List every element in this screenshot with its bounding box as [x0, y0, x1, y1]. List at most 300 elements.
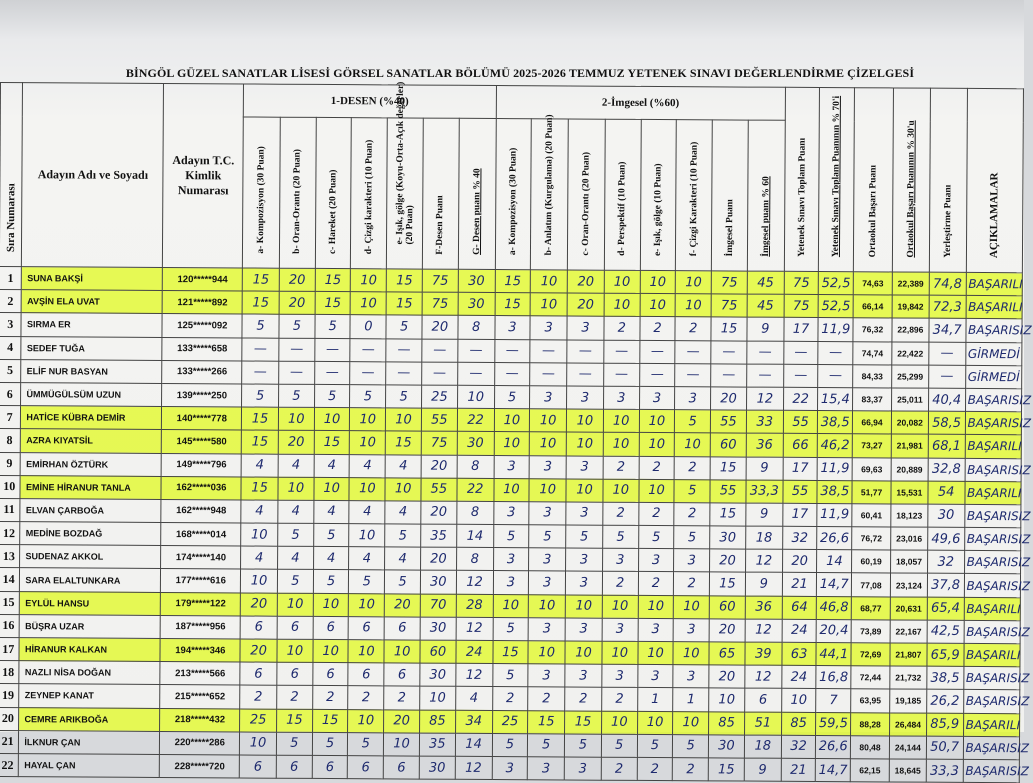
score-cell: 6	[240, 616, 277, 639]
score-cell: —	[279, 361, 315, 384]
score-cell: 2	[528, 687, 565, 710]
score-cell: 15	[314, 431, 350, 454]
row-number: 15	[0, 591, 20, 614]
score-cell: 3	[602, 618, 638, 641]
placement-score: 26,2	[926, 690, 963, 713]
score-cell: —	[422, 362, 458, 385]
result-note: BAŞARILI	[965, 481, 1022, 505]
candidate-name: ZEYNEP KANAT	[19, 684, 160, 708]
score-cell: 4	[455, 687, 492, 710]
candidate-name: NAZLI NİSA DOĞAN	[19, 661, 160, 685]
score-cell: —	[711, 364, 747, 387]
candidate-name: SUNA BAKŞİ	[22, 267, 163, 291]
candidate-name: ELİF NUR BASYAN	[21, 359, 162, 383]
score-cell: 51	[744, 712, 781, 735]
school-score-30: 22,167	[890, 620, 927, 643]
score-cell: 10	[494, 409, 530, 432]
score-cell: 8	[458, 316, 495, 339]
score-cell: 10	[349, 593, 385, 616]
header-summary-5: AÇIKLAMALAR	[966, 88, 1024, 272]
score-cell: 6	[383, 756, 419, 779]
result-note: BAŞARILI	[966, 296, 1023, 320]
placement-score: 50,7	[926, 736, 963, 759]
row-number: 12	[0, 522, 20, 545]
school-score-30: 18,123	[891, 504, 928, 527]
score-cell: 30	[457, 432, 494, 455]
score-cell: 10	[673, 711, 709, 734]
score-cell: 2	[673, 758, 709, 781]
placement-score: 65,4	[927, 597, 964, 620]
score-cell: 5	[385, 570, 421, 593]
score-cell: 20	[710, 549, 746, 572]
candidate-name: BÜŞRA UZAR	[20, 614, 161, 638]
score-cell: 20	[567, 270, 604, 293]
score-cell: 12	[745, 665, 782, 688]
candidate-name: ÜMMÜGÜLSÜM UZUN	[21, 383, 162, 407]
result-note: GİRMEDİ	[965, 365, 1022, 389]
score-cell: 22	[457, 408, 494, 431]
school-score-30: 22,896	[892, 318, 929, 341]
candidate-tc: 220*****286	[160, 731, 240, 755]
score-cell: 3	[564, 757, 601, 780]
score-cell: 2	[277, 686, 313, 709]
result-note: BAŞARISIZ	[964, 574, 1021, 598]
score-cell: 3	[565, 571, 602, 594]
placement-score: 49,6	[927, 527, 964, 550]
candidate-name: ELVAN ÇARBOĞA	[20, 499, 161, 523]
result-note: BAŞARISIZ	[964, 504, 1021, 528]
score-cell: 10	[781, 689, 816, 712]
score-cell: 5	[315, 315, 351, 338]
score-cell: 2	[602, 688, 638, 711]
score-cell: 22	[457, 478, 494, 501]
score-cell: 70	[420, 594, 456, 617]
score-cell: —	[567, 363, 604, 386]
score-cell: 15	[277, 709, 313, 732]
candidate-name: SEDEF TUĞA	[21, 336, 162, 360]
score-cell: 10	[241, 569, 278, 592]
score-cell: 55	[783, 480, 818, 503]
header-sira: Sıra Numarası	[0, 83, 23, 267]
score-cell: —	[494, 362, 530, 385]
candidate-tc: 168*****014	[161, 523, 241, 547]
score-cell: —	[747, 341, 784, 364]
score-cell: 3	[565, 618, 602, 641]
score-cell: 25	[240, 709, 277, 732]
score-cell: 4	[350, 454, 386, 477]
score-cell: 15	[242, 268, 279, 291]
header-desen-group: 1-DESEN (%40)	[243, 84, 496, 119]
score-cell: 6	[745, 688, 782, 711]
score-cell: —	[639, 340, 675, 363]
score-cell: 4	[314, 500, 350, 523]
score-cell: 1	[673, 688, 709, 711]
school-score-30: 25,299	[892, 365, 929, 388]
candidate-tc: 139*****250	[162, 383, 242, 407]
score-cell: 6	[277, 616, 313, 639]
score-cell: 15	[493, 641, 529, 664]
score-cell: 2	[384, 686, 420, 709]
score-cell: 20	[240, 593, 277, 616]
score-cell: 10	[349, 477, 385, 500]
score-cell: 3	[529, 571, 566, 594]
score-cell: 30	[420, 617, 456, 640]
placement-score: 30	[928, 504, 965, 527]
score-cell: 15	[386, 269, 422, 292]
score-cell: 3	[566, 548, 603, 571]
score-cell: 4	[241, 500, 278, 523]
score-cell: 3	[566, 502, 603, 525]
candidate-tc: 228*****720	[160, 754, 240, 778]
score-cell: 10	[566, 479, 603, 502]
score-cell: 10	[566, 409, 603, 432]
score-cell: 5	[674, 526, 710, 549]
placement-score: 58,5	[928, 411, 965, 434]
score-cell: 15	[710, 503, 746, 526]
score-cell: 2	[602, 572, 638, 595]
score-cell: 10	[530, 409, 567, 432]
candidate-tc: 162*****036	[161, 476, 241, 500]
header-desen-col: e- Işık, gölge (Koyu-Orta-Açık değerler) (20 Puan)	[387, 118, 424, 269]
score-cell: 85	[781, 712, 816, 735]
score-cell: 12	[745, 549, 782, 572]
score-cell: —	[279, 338, 315, 361]
score-cell: 6	[276, 755, 312, 778]
score-cell: 3	[528, 757, 565, 780]
score-cell: 10	[241, 523, 278, 546]
score-cell: 3	[673, 665, 709, 688]
score-cell: —	[386, 362, 422, 385]
score-cell: 10	[673, 642, 709, 665]
score-cell: 55	[421, 408, 457, 431]
result-note: BAŞARISIZ	[965, 458, 1022, 482]
score-cell: 2	[240, 685, 277, 708]
row-number: 4	[0, 336, 21, 359]
score-cell: 10	[348, 709, 384, 732]
score-cell: 21	[781, 758, 816, 781]
score-cell: 3	[529, 455, 566, 478]
score-cell: 10	[384, 640, 420, 663]
score-cell: 6	[313, 663, 349, 686]
score-cell: 10	[638, 641, 674, 664]
row-number: 17	[0, 637, 20, 660]
score-cell: 10	[493, 594, 529, 617]
score-cell: 36	[745, 596, 782, 619]
score-cell: 5	[314, 384, 350, 407]
score-cell: 8	[457, 501, 494, 524]
score-cell: 4	[277, 546, 313, 569]
score-cell: 20	[420, 547, 456, 570]
candidate-tc: 174*****140	[161, 546, 241, 570]
score-cell: 7	[816, 689, 851, 712]
score-cell: 3	[565, 664, 602, 687]
score-cell: 6	[384, 617, 420, 640]
score-cell: 15	[385, 431, 421, 454]
school-score-30: 23,124	[890, 573, 927, 596]
score-cell: 24	[782, 665, 817, 688]
score-cell: 15	[241, 430, 278, 453]
score-cell: 3	[530, 386, 567, 409]
candidate-name: CEMRE ARIKBOĞA	[19, 707, 160, 731]
score-cell: 10	[494, 478, 530, 501]
score-cell: 5	[528, 733, 565, 756]
candidate-name: AZRA KIYATSİL	[21, 429, 162, 453]
score-cell: 15	[528, 710, 565, 733]
placement-score: —	[929, 342, 966, 365]
row-number: 7	[0, 406, 21, 429]
score-cell: 75	[422, 292, 458, 315]
score-cell: 5	[601, 734, 637, 757]
score-cell: 15	[242, 407, 279, 430]
score-cell: 10	[640, 270, 676, 293]
school-score: 74,63	[853, 272, 892, 295]
school-score: 83,37	[853, 388, 892, 411]
score-cell: 75	[784, 294, 819, 317]
score-cell: 12	[745, 619, 782, 642]
score-cell: 3	[493, 571, 529, 594]
placement-score: 33,3	[926, 759, 963, 782]
score-cell: 65	[709, 642, 745, 665]
placement-score: —	[928, 365, 965, 388]
candidate-tc: 121*****892	[163, 291, 243, 315]
score-cell: 75	[422, 269, 458, 292]
candidate-name: SIRMA ER	[21, 313, 162, 337]
score-cell: —	[457, 362, 494, 385]
result-note: BAŞARISIZ	[963, 759, 1020, 783]
score-cell: 4	[385, 454, 421, 477]
score-cell: 10	[602, 595, 638, 618]
score-cell: 5	[675, 410, 711, 433]
score-cell: 2	[603, 456, 639, 479]
score-cell: —	[604, 363, 640, 386]
score-cell: 10	[314, 408, 350, 431]
score-cell: 20	[782, 550, 817, 573]
score-cell: 10	[313, 639, 349, 662]
score-cell: 6	[348, 663, 384, 686]
score-cell: 4	[278, 454, 314, 477]
result-note: BAŞARISIZ	[963, 690, 1020, 714]
score-cell: 3	[639, 386, 675, 409]
score-cell: 20	[709, 665, 745, 688]
score-cell: 4	[385, 501, 421, 524]
score-cell: 20	[421, 501, 457, 524]
score-cell: 5	[242, 314, 279, 337]
score-cell: 6	[349, 616, 385, 639]
score-cell: 20	[384, 593, 420, 616]
school-score-30: 19,842	[892, 295, 929, 318]
score-cell: 3	[675, 387, 711, 410]
score-cell: 3	[528, 618, 565, 641]
row-number: 5	[0, 359, 21, 382]
row-number: 10	[0, 475, 21, 498]
score-cell: 38,5	[817, 480, 852, 503]
score-cell: 35	[419, 733, 455, 756]
score-cell: 6	[312, 755, 348, 778]
score-cell: 10	[385, 478, 421, 501]
school-score-30: 26,484	[890, 713, 927, 736]
score-cell: 11,9	[817, 503, 852, 526]
candidate-name: EMİRHAN ÖZTÜRK	[21, 452, 162, 476]
score-cell: 5	[279, 315, 315, 338]
placement-score: 32,8	[928, 458, 965, 481]
score-cell: —	[458, 339, 495, 362]
school-score: 51,77	[852, 480, 891, 503]
score-cell: 5	[313, 523, 349, 546]
score-cell: 14	[456, 524, 493, 547]
score-cell: 21	[782, 573, 817, 596]
candidate-tc: 162*****948	[161, 499, 241, 523]
header-tc: Adayın T.C. Kimlik Numarası	[163, 84, 244, 268]
header-imgesel-col: f- Çizgi Karakteri (10 Puan)	[676, 120, 713, 271]
score-cell: 30	[458, 269, 495, 292]
score-cell: 10	[601, 711, 637, 734]
page-title: BİNGÖL GÜZEL SANATLAR LİSESİ GÖRSEL SANATLAR BÖLÜMÜ 2025-2026 TEMMUZ YETENEK SINAVI DEĞERLENDİRME ÇİZELGESİ	[125, 66, 915, 80]
score-cell: 9	[747, 317, 784, 340]
score-cell: 12	[455, 756, 492, 779]
score-cell: 30	[420, 663, 456, 686]
score-cell: 55	[783, 410, 818, 433]
score-cell: 9	[746, 457, 783, 480]
score-cell: 2	[565, 687, 602, 710]
score-cell: 17	[784, 318, 819, 341]
score-cell: 10	[350, 408, 386, 431]
result-note: BAŞARILI	[964, 643, 1021, 667]
score-cell: 10	[529, 594, 566, 617]
score-cell: —	[350, 361, 386, 384]
score-cell: 59,5	[816, 712, 851, 735]
score-cell: 9	[744, 758, 781, 781]
score-cell: 6	[384, 663, 420, 686]
score-cell: 10	[278, 477, 314, 500]
score-cell: 24	[782, 619, 817, 642]
score-cell: 10	[314, 477, 350, 500]
placement-score: 38,5	[927, 666, 964, 689]
row-number: 1	[0, 266, 22, 289]
score-cell: 2	[603, 502, 639, 525]
row-number: 2	[0, 290, 22, 313]
score-cell: 14,7	[817, 573, 852, 596]
score-cell: 10	[350, 431, 386, 454]
score-cell: 17	[783, 457, 818, 480]
score-cell: 10	[603, 433, 639, 456]
school-score: 76,72	[852, 527, 891, 550]
school-score: 76,32	[853, 318, 892, 341]
score-cell: 3	[529, 502, 566, 525]
score-cell: 3	[638, 618, 674, 641]
score-cell: 18	[746, 526, 783, 549]
score-cell: 10	[565, 641, 602, 664]
score-cell: 2	[674, 572, 710, 595]
score-cell: 39	[745, 642, 782, 665]
result-note: BAŞARILI	[966, 272, 1023, 296]
school-score-30: 23,016	[891, 527, 928, 550]
score-cell: 18	[744, 735, 781, 758]
score-cell: 3	[493, 548, 529, 571]
score-cell: 4	[349, 501, 385, 524]
score-cell: —	[604, 340, 640, 363]
score-cell: 10	[530, 293, 567, 316]
score-cell: 5	[492, 664, 528, 687]
candidate-name: SARA ELALTUNKARA	[20, 568, 161, 592]
score-cell: 12	[746, 387, 783, 410]
candidate-tc: 133*****658	[162, 337, 242, 361]
score-cell: 2	[674, 503, 710, 526]
school-score-30: 21,732	[890, 666, 927, 689]
header-summary-2: Ortaokul Başarı Puanı	[854, 88, 894, 272]
score-cell: 25	[492, 710, 528, 733]
score-cell: 85	[420, 710, 456, 733]
result-note: BAŞARISIZ	[965, 319, 1022, 343]
score-cell: 10	[637, 711, 673, 734]
score-cell: 5	[312, 732, 348, 755]
result-note: BAŞARILI	[965, 435, 1022, 459]
score-cell: 15	[495, 270, 531, 293]
result-note: BAŞARISIZ	[963, 667, 1020, 691]
header-imgesel-col: c- Oran-Orantı (20 Puan)	[567, 119, 605, 270]
score-cell: 3	[494, 455, 530, 478]
row-number: 22	[0, 753, 19, 776]
score-cell: 10	[384, 733, 420, 756]
school-score-30: 20,082	[891, 411, 928, 434]
score-cell: 5	[564, 734, 601, 757]
score-cell: 10	[457, 385, 494, 408]
candidate-tc: 194*****346	[160, 638, 240, 662]
school-score: 60,41	[852, 504, 891, 527]
score-cell: 2	[639, 456, 675, 479]
score-cell: 5	[493, 525, 529, 548]
score-cell: 3	[673, 618, 709, 641]
school-score-30: 24,144	[889, 736, 926, 759]
score-cell: 4	[314, 454, 350, 477]
score-cell: 3	[638, 549, 674, 572]
result-note: BAŞARISIZ	[965, 388, 1022, 412]
score-cell: 5	[529, 525, 566, 548]
score-cell: 15,4	[818, 387, 853, 410]
score-cell: 36	[746, 433, 783, 456]
result-note: BAŞARISIZ	[963, 736, 1020, 760]
row-number: 20	[0, 707, 19, 730]
score-cell: 5	[493, 617, 529, 640]
score-cell: —	[242, 338, 279, 361]
candidate-name: HİRANUR KALKAN	[19, 638, 160, 662]
score-cell: —	[350, 338, 386, 361]
score-cell: —	[242, 361, 279, 384]
score-cell: 30	[710, 526, 746, 549]
table-row	[0, 753, 1019, 782]
score-cell: 5	[242, 384, 279, 407]
score-cell: 10	[639, 433, 675, 456]
score-cell: 2	[638, 502, 674, 525]
score-cell: 32	[782, 526, 817, 549]
score-cell: 10	[639, 410, 675, 433]
header-summary-0: Yetenek Sınavı Toplam Puanı	[784, 87, 820, 271]
score-cell: 3	[495, 316, 531, 339]
score-cell: 11,9	[818, 318, 853, 341]
score-cell: 5	[276, 732, 312, 755]
school-score-30: 21,807	[890, 643, 927, 666]
header-desen-col: G- Desen puanı % 40	[458, 118, 496, 269]
score-cell: 32	[781, 735, 816, 758]
score-cell: 6	[348, 756, 384, 779]
row-number: 16	[0, 614, 20, 637]
school-score-30: 18,057	[891, 550, 928, 573]
score-cell: 15	[710, 572, 746, 595]
score-cell: 2	[674, 456, 710, 479]
score-cell: 3	[674, 549, 710, 572]
score-cell: 15	[315, 292, 351, 315]
score-cell: 16,8	[816, 666, 851, 689]
score-cell: 5	[637, 734, 673, 757]
